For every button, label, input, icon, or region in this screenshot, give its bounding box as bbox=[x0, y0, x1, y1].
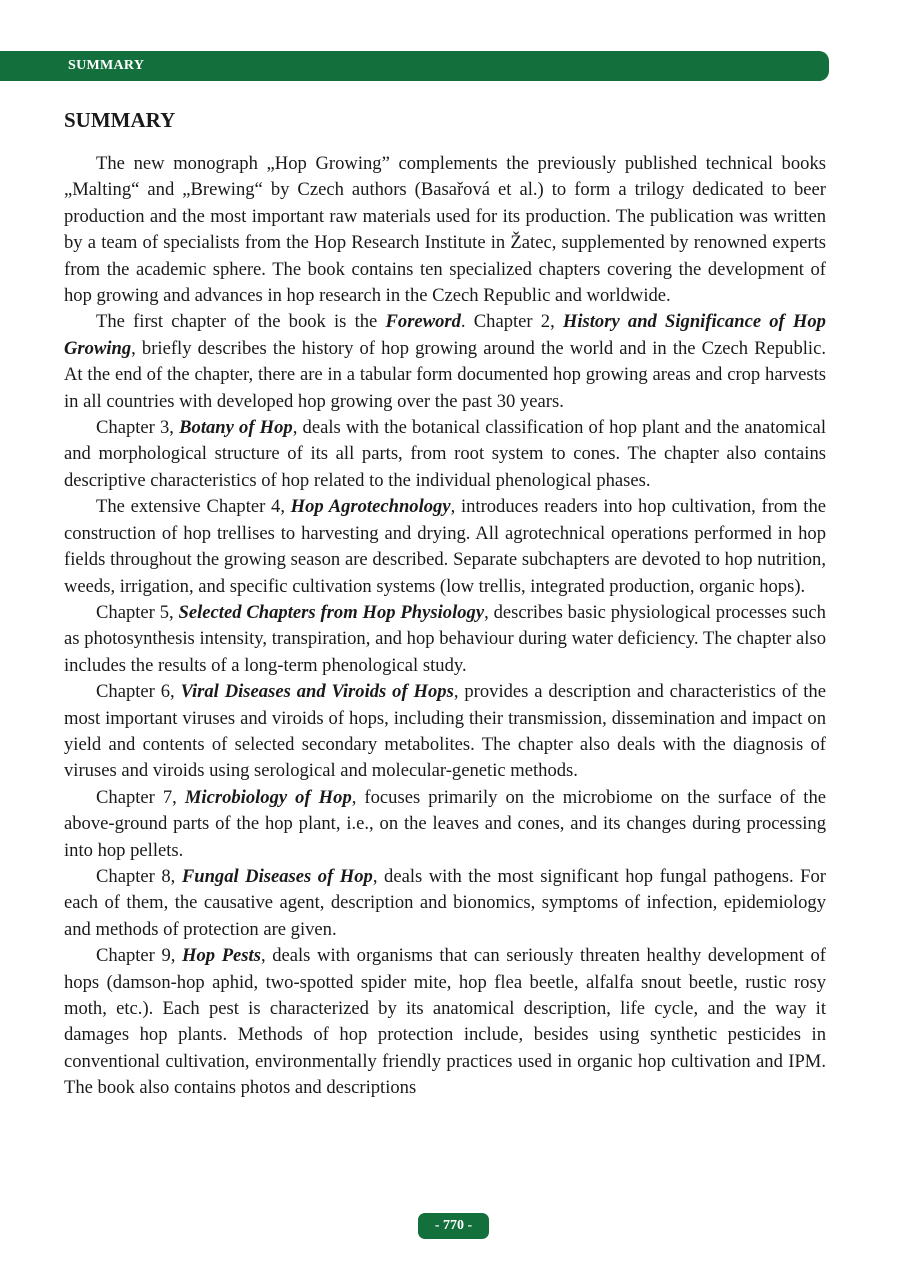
running-header-title: SUMMARY bbox=[68, 58, 145, 73]
chapter-title bbox=[179, 417, 293, 438]
chapter-title-emphasis: Viral Diseases and Viroids of Hops bbox=[180, 681, 454, 703]
paragraph-text: . Chapter 2, bbox=[460, 311, 563, 333]
paragraph-text: The first chapter of the book is the bbox=[96, 311, 386, 333]
paragraph-text: , provides a description and characteristics of the most important viruses and viroids of hops, including their transmission, dissemination and impact on yield and contents of selected secondary metabolites. The chapter also deals with the diagnosis of viruses and viroids using serological and molecular-genetic methods. bbox=[64, 681, 826, 782]
paragraph bbox=[64, 309, 826, 415]
paragraph bbox=[64, 864, 826, 943]
paragraph-text: Chapter 3, bbox=[96, 417, 180, 439]
chapter-title bbox=[386, 311, 461, 332]
chapter-title-emphasis: Foreword bbox=[385, 311, 461, 333]
paragraph-text: The new monograph „Hop Growing” complements the previously published technical books „Malting“ and „Brewing“ by Czech authors (Basařová et al.) to form a trilogy dedicated to beer production and the most important raw materials used for its production. The publication was written by a team of specialists from the Hop Research Institute in Žatec, supplemented by renowned experts from the academic sphere. The book contains ten specialized chapters covering the development of hop growing and advances in hop research in the Czech Republic and worldwide. bbox=[64, 153, 826, 307]
running-header-banner bbox=[0, 51, 829, 81]
chapter-title bbox=[291, 496, 451, 517]
chapter-title-emphasis: Fungal Diseases of Hop bbox=[181, 865, 373, 887]
page-number-badge: - 770 - bbox=[418, 1213, 489, 1239]
paragraph-text: Chapter 9, bbox=[96, 945, 183, 967]
chapter-title-emphasis: Selected Chapters from Hop Physiology bbox=[178, 601, 485, 623]
paragraph-text: , describes basic physiological processes such as photosynthesis intensity, transpiration, and hop behaviour during water deficiency. The chapter also includes the results of a long-term phenological study. bbox=[64, 601, 826, 676]
paragraph-text: , deals with the botanical classification of hop plant and the anatomical and morphological structure of its all parts, from root system to cones. The chapter also contains descriptive characteristics of hop related to the individual phenological phases. bbox=[64, 417, 826, 491]
paragraph bbox=[64, 494, 826, 600]
paragraph-text: , briefly describes the history of hop growing around the world and in the Czech Republic. At the end of the chapter, there are in a tabular form documented hop growing areas and crop harvests in all countries with developed hop growing over the past 30 years. bbox=[64, 337, 826, 412]
paragraph bbox=[64, 415, 826, 494]
chapter-title bbox=[179, 602, 485, 623]
paragraph-text: , deals with organisms that can seriously threaten healthy development of hops (damson-hop aphid, two-spotted spider mite, hop flea beetle, alfalfa snout beetle, rustic rosy moth, etc.). Each pest is characterized by its anatomical description, life cycle, and the way it damages hop plants. Methods of hop protection include, besides using synthetic pesticides in conventional cultivation, environmentally friendly practices used in organic hop cultivation and IPM. The book also contains photos and descriptions bbox=[64, 945, 826, 1099]
paragraph bbox=[64, 151, 826, 309]
paragraph bbox=[64, 943, 826, 1101]
chapter-title bbox=[182, 866, 373, 887]
summary-body bbox=[64, 151, 826, 1102]
paragraph-text: Chapter 8, bbox=[96, 865, 182, 887]
paragraph-text: , deals with the most significant hop fungal pathogens. For each of them, the causative agent, description and bionomics, symptoms of infection, epidemiology and methods of protection are given. bbox=[64, 865, 826, 940]
chapter-title-emphasis: History and Significance of Hop Growing bbox=[64, 311, 826, 359]
chapter-title bbox=[181, 681, 454, 702]
paragraph bbox=[64, 600, 826, 679]
chapter-title bbox=[185, 787, 352, 808]
section-title: SUMMARY bbox=[64, 108, 176, 132]
paragraph-text: The extensive Chapter 4, bbox=[96, 496, 291, 518]
paragraph bbox=[64, 679, 826, 785]
paragraph-text: Chapter 7, bbox=[96, 786, 185, 808]
chapter-title bbox=[182, 945, 261, 966]
chapter-title-emphasis: Hop Pests bbox=[182, 945, 261, 967]
paragraph-text: Chapter 6, bbox=[96, 681, 181, 703]
paragraph-text: , introduces readers into hop cultivation, from the construction of hop trellises to harvesting and drying. All agrotechnical operations performed in hop fields throughout the growing season are described. Separate subchapters are devoted to hop nutrition, weeds, irrigation, and specific cultivation systems (low trellis, integrated production, organic hops). bbox=[64, 496, 826, 597]
paragraph bbox=[64, 785, 826, 864]
chapter-title-emphasis: Botany of Hop bbox=[179, 417, 293, 439]
chapter-title-emphasis: Hop Agrotechnology bbox=[290, 496, 451, 518]
paragraph-text: Chapter 5, bbox=[96, 601, 179, 623]
paragraph-text: , focuses primarily on the microbiome on the surface of the above-ground parts of the hop plant, i.e., on the leaves and cones, and its changes during processing into hop pellets. bbox=[64, 786, 826, 861]
chapter-title-emphasis: Microbiology of Hop bbox=[184, 786, 352, 808]
